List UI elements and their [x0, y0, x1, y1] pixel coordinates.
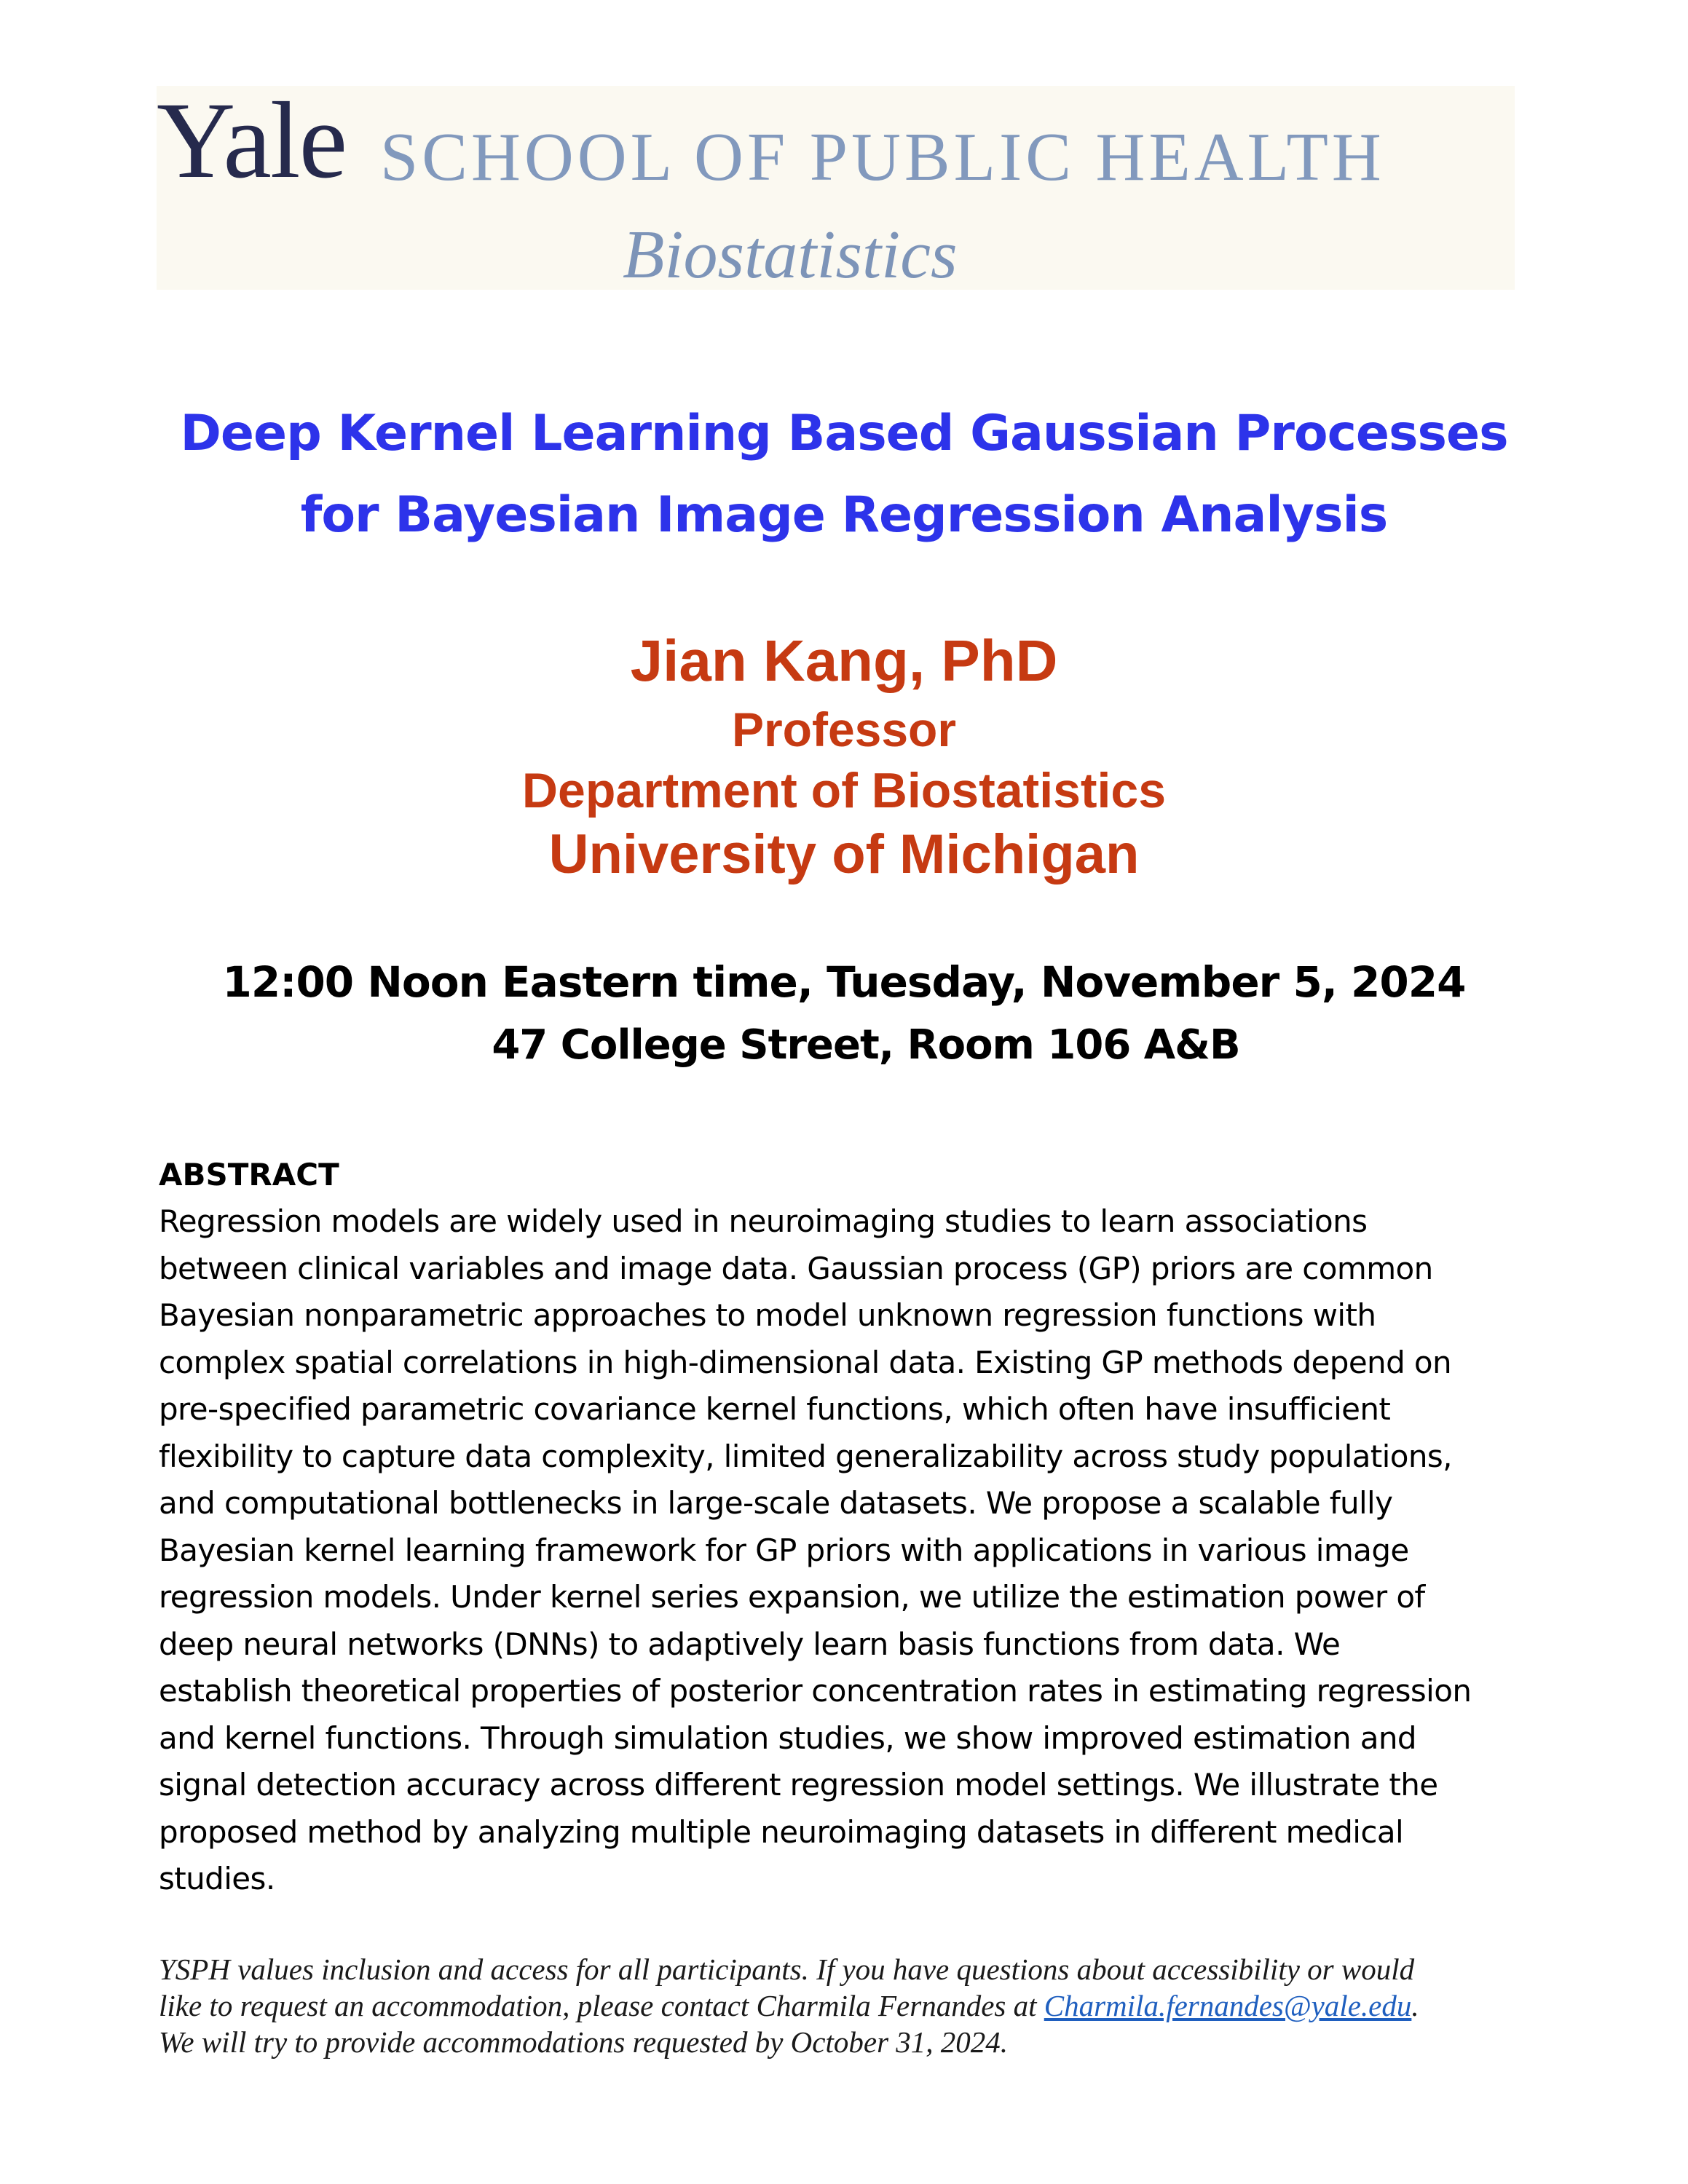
event-time: 12:00 Noon Eastern time, Tuesday, November 5, 2024: [222, 957, 1466, 1007]
notice-line-1: YSPH values inclusion and access for all participants. If you have questions about accessibility or would: [159, 1952, 1415, 1986]
talk-title-line-2: for Bayesian Image Regression Analysis: [300, 486, 1388, 544]
talk-title: [0, 393, 1688, 556]
speaker-department: Department of Biostatistics: [521, 763, 1167, 818]
speaker-role: Professor: [731, 703, 957, 756]
abstract-heading: ABSTRACT: [159, 1157, 339, 1192]
accessibility-notice: [159, 1951, 1542, 2060]
speaker-university: University of Michigan: [548, 823, 1140, 885]
speaker-name: Jian Kang, PhD: [630, 628, 1058, 693]
abstract-section: [159, 1152, 1542, 1903]
contact-email-link[interactable]: Charmila.fernandes@yale.edu: [1044, 1989, 1412, 2022]
notice-line-2: [159, 1987, 1542, 2024]
notice-line-3: We will try to provide accommodations requested by October 31, 2024.: [159, 2025, 1009, 2059]
notice-line-2-end: .: [1411, 1989, 1419, 2022]
abstract-body: Regression models are widely used in neuroimaging studies to learn associations between clinical variables and image data. Gaussian process (GP) priors are common Bayesian nonparametric approaches to model unknown regression functions with complex spatial correlations in high-dimensional data. Existing GP methods depend on pre-specified parametric covariance kernel functions, which often have insufficient flexibility to capture data complexity, limited generalizability across study populations, and computational bottlenecks in large-scale datasets. We propose a scalable fully Bayesian kernel learning framework for GP priors with applications in various image regression models. Under kernel series expansion, we utilize the estimation power of deep neural networks (DNNs) to adaptively learn basis functions from data. We establish theoretical properties of posterior concentration rates in estimating regression and kernel functions. Through simulation studies, we show improved estimation and signal detection accuracy across different regression model settings. We illustrate the proposed method by analyzing multiple neuroimaging datasets in different medical studies.: [159, 1203, 1472, 1896]
department-name: Biostatistics: [623, 217, 958, 293]
header-logo: [157, 80, 1515, 293]
yale-wordmark: Yale: [157, 80, 347, 201]
talk-title-line-1: Deep Kernel Learning Based Gaussian Processes: [180, 405, 1508, 462]
event-location: 47 College Street, Room 106 A&B: [492, 1021, 1240, 1069]
notice-line-2-text: like to request an accommodation, please contact Charmila Fernandes at: [159, 1989, 1044, 2022]
school-name: SCHOOL OF PUBLIC HEALTH: [380, 119, 1385, 195]
